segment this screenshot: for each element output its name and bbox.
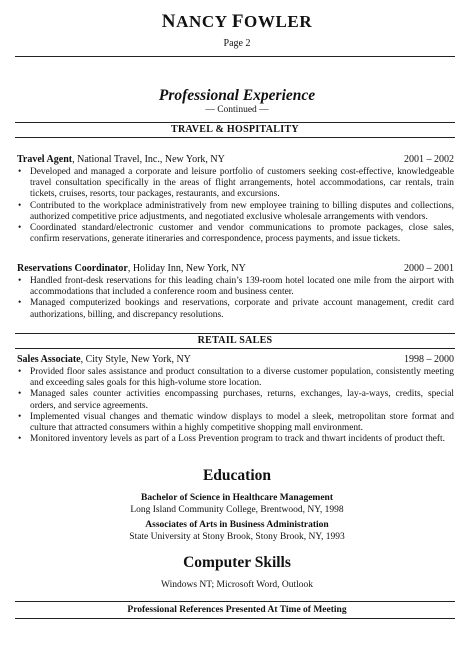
bullet-dot-icon: • <box>18 298 22 309</box>
references-note: Professional References Presented At Time of Meeting <box>127 605 347 615</box>
job-dates: 1998 – 2000 <box>404 354 454 365</box>
candidate-name: NANCY FOWLER <box>161 11 313 32</box>
job-employer: , City Style, New York, NY <box>80 354 191 365</box>
list-item: • Provided floor sales assistance and product consultation to a diverse customer population, consistently meeting and exceeding sales goals for this high-volume store location. <box>18 367 454 389</box>
job-dates: 2001 – 2002 <box>404 154 454 165</box>
job-title: Travel Agent <box>17 154 73 165</box>
job-reservations-coordinator <box>17 263 454 275</box>
bullet-dot-icon: • <box>18 389 22 400</box>
list-item: • Managed sales counter activities encompassing purchases, returns, exchanges, lay-a-ways, credits, special orders, and service agreements. <box>18 389 454 411</box>
sales-associate-bullets <box>17 367 454 445</box>
job-title: Reservations Coordinator <box>17 263 128 274</box>
list-item: • Contributed to the workplace administratively from new employee training to billing disputes and collections, authorized competitive price adjustments, and negotiated exclusive wholesale arrangements with vendors. <box>18 200 454 222</box>
degree-title: Bachelor of Science in Healthcare Management <box>141 493 333 503</box>
list-item: • Implemented visual changes and thematic window displays to model a sleek, metropolitan store format and culture that attracted consumers within a highly competitive shopping mall environment. <box>18 411 454 434</box>
retail-section-header: RETAIL SALES <box>15 333 455 349</box>
travel-section-header: TRAVEL & HOSPITALITY <box>15 122 455 138</box>
footer-divider-bottom <box>15 618 455 619</box>
reservations-bullets <box>17 276 454 321</box>
experience-continued: — Continued — <box>205 105 269 115</box>
job-title: Sales Associate <box>17 354 81 365</box>
job-travel-agent <box>17 154 454 166</box>
job-employer: , Holiday Inn, New York, NY <box>127 263 246 274</box>
education-heading: Education <box>202 467 272 484</box>
degree-school: Long Island Community College, Brentwood, NY, 1998 <box>130 505 344 515</box>
job-employer: , National Travel, Inc., New York, NY <box>72 154 225 165</box>
bullet-dot-icon: • <box>18 200 22 211</box>
bullet-dot-icon: • <box>18 276 22 286</box>
degree-school: State University at Stony Brook, Stony Brook, NY, 1993 <box>129 532 345 542</box>
computer-skills-list: Windows NT; Microsoft Word, Outlook <box>161 580 313 590</box>
job-dates: 2000 – 2001 <box>404 263 454 274</box>
list-item: • Managed computerized bookings and reservations, corporate and private account management, credit card authorizations, billing, and discrepancy resolutions. <box>18 298 454 320</box>
travel-agent-bullets <box>17 167 454 245</box>
bullet-dot-icon: • <box>18 411 22 422</box>
bullet-dot-icon: • <box>18 167 22 177</box>
header-divider <box>15 56 455 57</box>
computer-skills-heading: Computer Skills <box>183 554 291 571</box>
list-item: • Developed and managed a corporate and leisure portfolio of customers seeking cost-effective, knowledgeable travel consultation specifically in the areas of flight arrangements, hotel accommodations, car rentals, train tickets, cruises, resorts, tour packages, restaurants, and excursions. <box>18 167 454 200</box>
list-item: • Coordinated standard/electronic customer and vendor communications to promote packages, close sales, confirm reservations, generate itineraries and correspondence, process payments, and issue tickets. <box>18 223 454 245</box>
page-number: Page 2 <box>223 38 251 49</box>
bullet-dot-icon: • <box>18 223 22 234</box>
bullet-dot-icon: • <box>18 434 22 445</box>
list-item: • Monitored inventory levels as part of a Loss Prevention program to track and thwart incidents of product theft. <box>18 434 445 445</box>
footer-divider-top <box>15 601 455 602</box>
list-item: • Handled front-desk reservations for this leading chain’s 139-room hotel located one mile from the airport with accommodations that included a conference room and business center. <box>18 276 454 298</box>
experience-heading: Professional Experience <box>158 87 316 104</box>
bullet-dot-icon: • <box>18 367 22 377</box>
job-sales-associate <box>17 354 454 366</box>
degree-title: Associates of Arts in Business Administration <box>145 520 329 530</box>
